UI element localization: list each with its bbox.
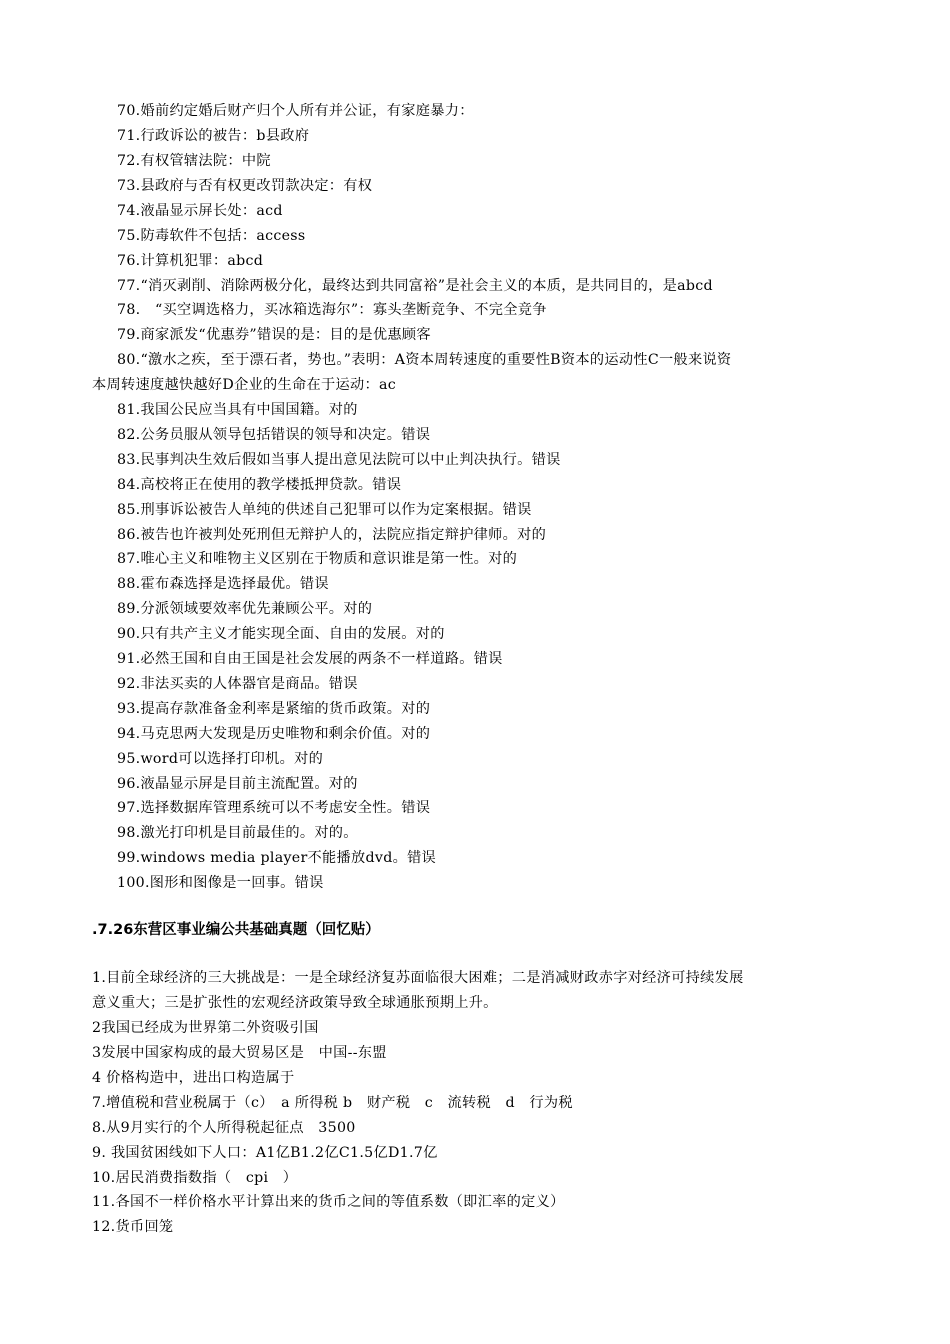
list-item: 76.计算机犯罪：abcd [117,253,264,269]
list-item: 92.非法买卖的人体器官是商品。错误 [117,676,358,692]
section-item: 7.增值税和营业税属于（c） a 所得税 b 财产税 c 流转税 d 行为税 [92,1095,573,1111]
list-item: 87.唯心主义和唯物主义区别在于物质和意识谁是第一性。对的 [117,551,518,567]
section-item: 10.居民消费指数指（ cpi ） [92,1170,298,1186]
list-item: 98.激光打印机是目前最佳的。对的。 [117,825,358,841]
list-item: 94.马克思两大发现是历史唯物和剩余价值。对的 [117,726,431,742]
list-item: 100.图形和图像是一回事。错误 [117,875,324,891]
section-heading: .7.26东营区事业编公共基础真题（回忆贴） [92,922,380,938]
list-item: 97.选择数据库管理系统可以不考虑安全性。错误 [117,800,431,816]
list-item: 95.word可以选择打印机。对的 [117,751,324,767]
section-item: 11.各国不一样价格水平计算出来的货币之间的等值系数（即汇率的定义） [92,1194,565,1210]
list-item: 72.有权管辖法院：中院 [117,153,271,169]
section-item: 9. 我国贫困线如下人口：A1亿B1.2亿C1.5亿D1.7亿 [92,1145,438,1161]
list-item-continuation: 本周转速度越快越好D企业的生命在于运动：ac [92,377,396,393]
section-item: 3发展中国家构成的最大贸易区是 中国--东盟 [92,1045,387,1061]
section-item: 4 价格构造中，进出口构造属于 [92,1070,295,1086]
list-item: 81.我国公民应当具有中国国籍。对的 [117,402,358,418]
list-item: 89.分派领域要效率优先兼顾公平。对的 [117,601,373,617]
list-item: 93.提高存款准备金利率是紧缩的货币政策。对的 [117,701,431,717]
list-item: 75.防毒软件不包括：access [117,228,306,244]
list-item: 82.公务员服从领导包括错误的领导和决定。错误 [117,427,431,443]
list-item: 78. “买空调选格力，买冰箱选海尔”：寡头垄断竞争、不完全竞争 [117,302,547,318]
list-item: 85.刑事诉讼被告人单纯的供述自己犯罪可以作为定案根据。错误 [117,502,532,518]
list-item: 74.液晶显示屏长处：acd [117,203,283,219]
list-item: 99.windows media player不能播放dvd。错误 [117,850,437,866]
section-item: 2我国已经成为世界第二外资吸引国 [92,1020,319,1036]
list-item: 88.霍布森选择是选择最优。错误 [117,576,329,592]
list-item: 77.“消灭剥削、消除两极分化，最终达到共同富裕”是社会主义的本质，是共同目的，是abcd [117,278,713,294]
list-item: 84.高校将正在使用的教学楼抵押贷款。错误 [117,477,402,493]
list-item: 96.液晶显示屏是目前主流配置。对的 [117,776,358,792]
list-item: 80.“激水之疾，至于漂石者，势也。”表明：A资本周转速度的重要性B资本的运动性C一般来说资 [117,352,732,368]
list-item: 70.婚前约定婚后财产归个人所有并公证，有家庭暴力： [117,103,474,119]
list-item: 91.必然王国和自由王国是社会发展的两条不一样道路。错误 [117,651,503,667]
section-item-continuation: 意义重大；三是扩张性的宏观经济政策导致全球通胀预期上升。 [92,995,498,1011]
list-item: 86.被告也许被判处死刑但无辩护人的，法院应指定辩护律师。对的 [117,527,547,543]
section-item: 1.目前全球经济的三大挑战是：一是全球经济复苏面临很大困难；二是消减财政赤字对经济可持续发展 [92,970,744,986]
section-item: 12.货币回笼 [92,1219,174,1235]
list-item: 90.只有共产主义才能实现全面、自由的发展。对的 [117,626,445,642]
section-item: 8.从9月实行的个人所得税起征点 3500 [92,1120,356,1136]
list-item: 79.商家派发“优惠券”错误的是：目的是优惠顾客 [117,327,431,343]
list-item: 73.县政府与否有权更改罚款决定：有权 [117,178,373,194]
list-item: 83.民事判决生效后假如当事人提出意见法院可以中止判决执行。错误 [117,452,561,468]
list-item: 71.行政诉讼的被告：b县政府 [117,128,310,144]
